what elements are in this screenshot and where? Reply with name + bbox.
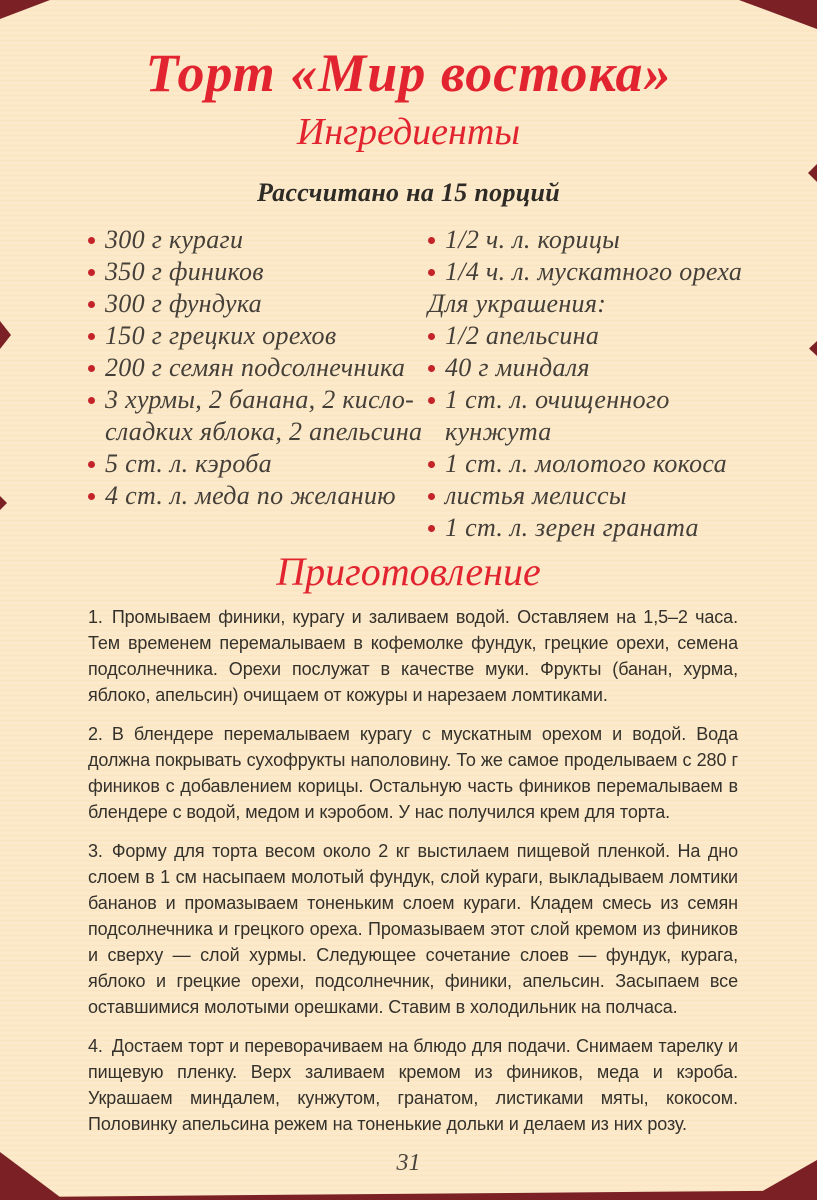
ingredient-item xyxy=(428,352,764,384)
bullet-icon xyxy=(428,461,435,468)
ingredient-item xyxy=(88,288,424,320)
ingredient-text: 4 ст. л. меда по желанию xyxy=(105,480,396,510)
bullet-icon xyxy=(428,269,435,276)
ingredient-text: 1 ст. л. зерен граната xyxy=(445,512,699,542)
preparation-step: 4. Достаем торт и переворачиваем на блюдо для подачи. Снимаем тарелку и пищевую пленку. Верх заливаем кремом из фиников, меда и кэроба. Украшаем миндалем, кунжутом, гранатом, листиками мяты, кокосом. Половинку апельсина режем на тоненькие дольки и делаем из них розу. xyxy=(88,1035,738,1134)
bullet-icon xyxy=(428,525,435,532)
ingredients-column-right xyxy=(428,224,764,544)
ingredient-text: 1 ст. л. очищенного кунжута xyxy=(445,384,670,446)
bullet-icon xyxy=(428,333,435,340)
ingredient-text: 1 ст. л. молотого кокоса xyxy=(445,448,727,478)
ingredient-text: 1/4 ч. л. мускатного ореха xyxy=(445,256,743,286)
preparation-step: 3. Форму для торта весом около 2 кг выстилаем пищевой пленкой. На дно слоем в 1 см насыпаем молотый фундук, слой кураги, выкладываем ломтики бананов и промазываем тоненьким слоем кураги. Кладем смесь из семян подсолнечника и грецкого ореха. Промазываем этот слой кремом из фиников и сверху — слой хурмы. Следующее сочетание слоев — фундук, курага, яблоко и грецкие орехи, подсолнечник, финики, апельсин. Засыпаем все оставшимися молотыми орешками. Ставим в холодильник на полчаса. xyxy=(88,840,738,1017)
bullet-icon xyxy=(88,461,95,468)
ingredient-text: 3 хурмы, 2 банана, 2 кисло-сладких яблока, 2 апельсина xyxy=(105,384,423,446)
ingredient-text: 200 г семян подсолнечника xyxy=(105,352,406,382)
ingredient-item xyxy=(428,224,764,256)
ingredient-text: 150 г грецких орехов xyxy=(105,320,337,350)
ingredient-item xyxy=(88,480,424,512)
bullet-icon xyxy=(88,237,95,244)
ingredient-text: 300 г фундука xyxy=(105,288,262,318)
ingredient-text: Для украшения: xyxy=(428,288,607,318)
page-number: 31 xyxy=(396,1149,421,1176)
ingredient-text: 1/2 ч. л. корицы xyxy=(445,224,621,254)
ingredient-item xyxy=(428,320,764,352)
step-number: 2. xyxy=(88,723,103,744)
bullet-icon xyxy=(88,397,95,404)
step-number: 4. xyxy=(88,1035,103,1056)
preparation-steps xyxy=(88,604,738,1137)
step-number: 3. xyxy=(88,840,103,861)
ingredient-item xyxy=(88,384,424,448)
servings-line: Рассчитано на 15 порций xyxy=(256,177,561,207)
ingredient-item xyxy=(88,448,424,480)
ingredient-item xyxy=(428,480,764,512)
bullet-icon xyxy=(88,365,95,372)
recipe-title: Торт «Мир востока» xyxy=(145,43,672,103)
bullet-icon xyxy=(428,365,435,372)
ingredients-heading: Ингредиенты xyxy=(296,111,521,154)
ingredient-text: 1/2 апельсина xyxy=(445,320,600,350)
ingredient-item xyxy=(428,448,764,480)
ingredients-column-left xyxy=(88,224,424,544)
ingredient-item xyxy=(88,256,424,288)
ingredient-item xyxy=(88,320,424,352)
ingredient-text: 350 г фиников xyxy=(105,256,264,286)
ingredient-text: 40 г миндаля xyxy=(445,352,590,382)
ingredient-text: 300 г кураги xyxy=(105,224,244,254)
step-number: 1. xyxy=(88,606,103,627)
bullet-icon xyxy=(428,493,435,500)
bullet-icon xyxy=(428,397,435,404)
ingredients-columns xyxy=(88,224,817,544)
ingredients-subheading xyxy=(428,288,764,320)
ingredient-item xyxy=(428,384,764,448)
bullet-icon xyxy=(88,493,95,500)
bullet-icon xyxy=(88,301,95,308)
ingredient-text: листья мелиссы xyxy=(445,480,627,510)
preparation-step: 1. Промываем финики, курагу и заливаем водой. Оставляем на 1,5–2 часа. Тем временем перемалываем в кофемолке фундук, грецкие орехи, семена подсолнечника. Орехи послужат в качестве муки. Фрукты (банан, хурма, яблоко, апельсин) очищаем от кожуры и нарезаем ломтиками. xyxy=(88,606,738,705)
bullet-icon xyxy=(428,237,435,244)
ingredient-item xyxy=(428,256,764,288)
preparation-step: 2. В блендере перемалываем курагу с мускатным орехом и водой. Вода должна покрывать сухофрукты наполовину. То же самое проделываем с 280 г фиников с добавлением корицы. Остальную часть фиников перемалываем в блендере с водой, медом и кэробом. У нас получился крем для торта. xyxy=(88,723,738,822)
bullet-icon xyxy=(88,269,95,276)
preparation-heading: Приготовление xyxy=(276,548,541,594)
ingredient-item xyxy=(88,352,424,384)
bullet-icon xyxy=(88,333,95,340)
ingredient-text: 5 ст. л. кэроба xyxy=(105,448,272,478)
ingredient-item xyxy=(428,512,764,544)
ingredient-item xyxy=(88,224,424,256)
